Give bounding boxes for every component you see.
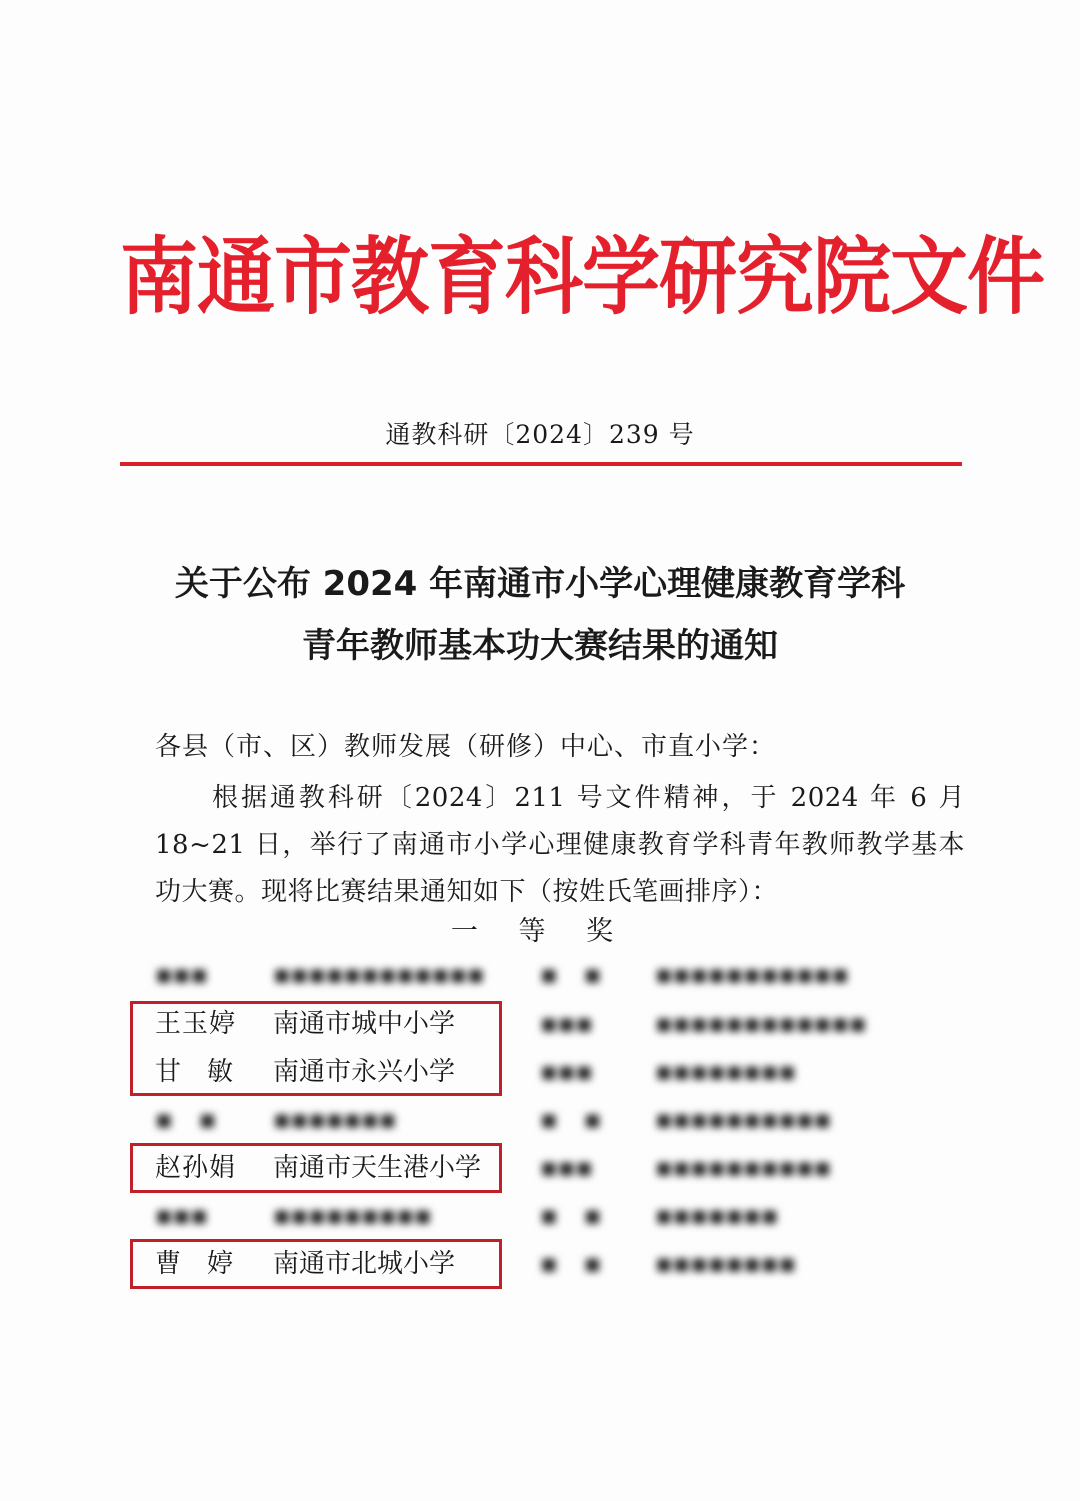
- winner-school: 南通市城中小学: [273, 1009, 456, 1039]
- document-number: 通教科研〔2024〕239 号: [385, 420, 695, 449]
- redacted-school: ▪▪▪▪▪▪▪▪▪▪: [655, 1105, 832, 1135]
- redacted-name: ▪ ▪: [540, 1201, 602, 1231]
- redacted-name: ▪ ▪: [540, 1249, 602, 1279]
- redacted-name: ▪ ▪: [540, 1105, 602, 1135]
- redacted-name: ▪ ▪: [540, 960, 602, 990]
- winner-school: 南通市北城小学: [273, 1249, 456, 1279]
- redacted-school: ▪▪▪▪▪▪▪▪: [655, 1249, 796, 1279]
- redacted-name: ▪▪▪: [540, 1153, 593, 1183]
- highlight-box: [130, 1143, 502, 1193]
- red-divider-line: [120, 462, 962, 466]
- redacted-school: ▪▪▪▪▪▪▪▪▪▪▪▪: [655, 1009, 867, 1039]
- list-row-blurred: [155, 955, 955, 995]
- redacted-name: ▪▪▪: [155, 1201, 208, 1231]
- redacted-school: ▪▪▪▪▪▪▪▪▪▪▪: [655, 960, 849, 990]
- winner-name: 曹 婷: [155, 1249, 234, 1279]
- redacted-school: ▪▪▪▪▪▪▪▪▪: [273, 1201, 432, 1231]
- list-row-blurred: [155, 1196, 955, 1236]
- redacted-school: ▪▪▪▪▪▪▪▪: [655, 1057, 796, 1087]
- winner-name: 赵孙娟: [155, 1153, 237, 1183]
- winner-school: 南通市天生港小学: [273, 1153, 482, 1183]
- winner-name: 王玉婷: [155, 1009, 237, 1039]
- redacted-name: ▪ ▪: [155, 1105, 217, 1135]
- redacted-name: ▪▪▪: [540, 1009, 593, 1039]
- masthead-title: 南通市教育科学研究院文件: [120, 229, 1045, 327]
- body-paragraph: 根据通教科研〔2024〕211 号文件精神，于 2024 年 6 月 18~21 日，举行了南通市小学心理健康教育学科青年教师教学基本功大赛。现将比赛结果通知如下（按姓氏笔画排序）：: [155, 783, 965, 907]
- notice-title: [100, 558, 980, 672]
- title-line-2: 青年教师基本功大赛结果的通知: [302, 626, 778, 666]
- redacted-name: ▪▪▪: [155, 960, 208, 990]
- title-line-1: 关于公布 2024 年南通市小学心理健康教育学科: [174, 564, 906, 604]
- highlight-box: [130, 1239, 502, 1289]
- redacted-school: ▪▪▪▪▪▪▪: [655, 1201, 779, 1231]
- winner-school: 南通市永兴小学: [273, 1057, 456, 1087]
- highlight-box: [130, 1001, 502, 1096]
- redacted-school: ▪▪▪▪▪▪▪: [273, 1105, 397, 1135]
- list-row-blurred: [155, 1100, 955, 1140]
- winner-name: 甘 敏: [155, 1057, 234, 1087]
- redacted-school: ▪▪▪▪▪▪▪▪▪▪: [655, 1153, 832, 1183]
- redacted-school: ▪▪▪▪▪▪▪▪▪▪▪▪: [273, 960, 485, 990]
- award-heading-first-prize: 一 等 奖: [450, 916, 630, 947]
- salutation: 各县（市、区）教师发展（研修）中心、市直小学：: [155, 732, 777, 762]
- redacted-name: ▪▪▪: [540, 1057, 593, 1087]
